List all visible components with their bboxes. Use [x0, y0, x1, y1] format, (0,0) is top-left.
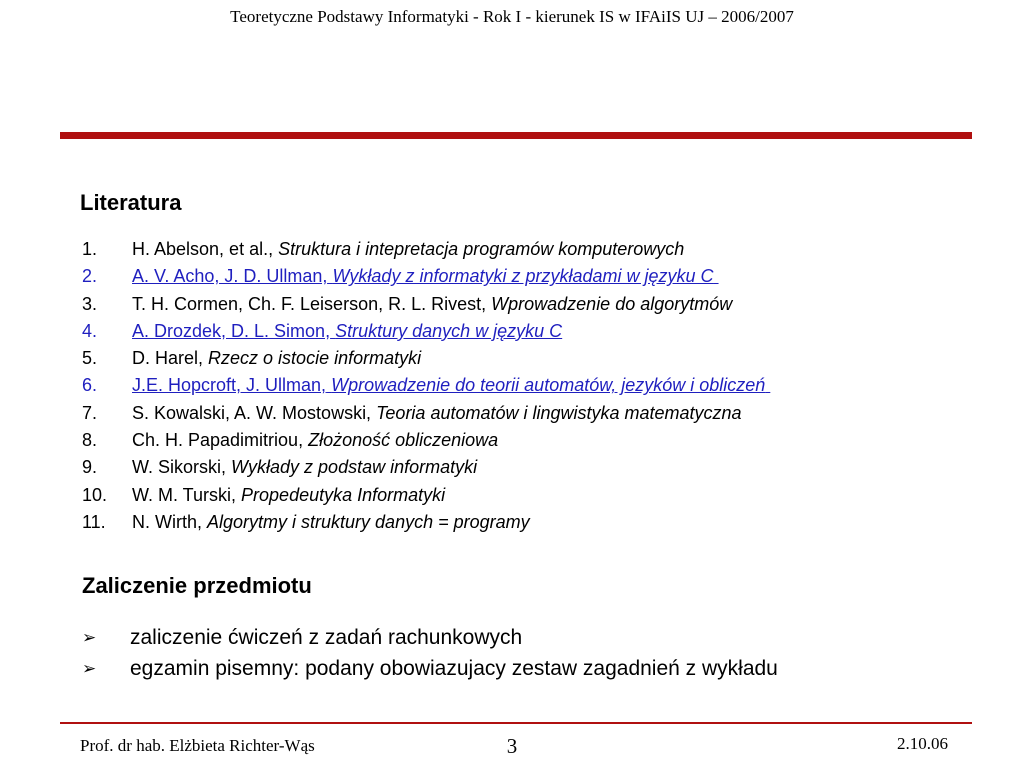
reference-item — [82, 427, 982, 454]
reference-number: 9. — [82, 457, 98, 478]
reference-number: 2. — [82, 266, 98, 287]
arrow-bullet-icon: ➢ — [82, 628, 97, 647]
reference-body — [132, 509, 530, 536]
reference-item[interactable] — [82, 372, 982, 399]
page-number: 3 — [506, 734, 518, 758]
reference-number: 1. — [82, 239, 98, 259]
reference-title: Propedeutyka Informatyki — [241, 484, 446, 505]
reference-number: 3. — [82, 293, 98, 314]
reference-item — [82, 400, 982, 427]
reference-number: 10. — [82, 484, 108, 505]
passing-requirements-list — [82, 622, 982, 684]
reference-number: 6. — [82, 375, 98, 396]
reference-authors: W. M. Turski, — [132, 484, 237, 505]
reference-authors: Ch. H. Papadimitriou, — [132, 430, 304, 451]
reference-authors: W. Sikorski, — [132, 457, 227, 478]
reference-title: Złożoność obliczeniowa — [308, 430, 499, 451]
reference-link[interactable] — [132, 318, 562, 345]
reference-title[interactable]: Wprowadzenie do teorii automatów, jezyków i obliczeń — [331, 375, 766, 396]
reference-link[interactable] — [132, 263, 719, 290]
top-divider — [60, 132, 972, 139]
reference-title: Wykłady z podstaw informatyki — [231, 457, 478, 478]
reference-authors[interactable]: A. V. Acho, J. D. Ullman, — [132, 266, 328, 287]
reference-body — [132, 482, 445, 509]
reference-title: Algorytmy i struktury danych = programy — [207, 511, 530, 532]
reference-body — [132, 454, 477, 481]
course-passing-heading: Zaliczenie przedmiotu — [82, 573, 312, 598]
list-item — [82, 622, 982, 653]
reference-item — [82, 454, 982, 481]
reference-title: Wprowadzenie do algorytmów — [491, 293, 733, 314]
reference-number: 8. — [82, 430, 98, 451]
bottom-divider — [60, 722, 972, 724]
reference-authors: S. Kowalski, A. W. Mostowski, — [132, 402, 372, 423]
literature-heading: Literatura — [80, 190, 182, 215]
slide-header-title: Teoretyczne Podstawy Informatyki - Rok I - kierunek IS w IFAiIS UJ – 2006/2007 — [230, 7, 794, 26]
reference-authors: T. H. Cormen, Ch. F. Leiserson, R. L. Rivest, — [132, 293, 487, 314]
reference-number: 5. — [82, 348, 98, 369]
reference-list — [82, 236, 982, 536]
reference-body — [132, 345, 421, 372]
reference-link[interactable] — [132, 372, 770, 399]
reference-item[interactable] — [82, 263, 982, 290]
reference-authors[interactable]: J.E. Hopcroft, J. Ullman, — [132, 375, 327, 396]
reference-authors: N. Wirth, — [132, 511, 202, 532]
reference-title: Rzecz o istocie informatyki — [208, 348, 422, 369]
list-item-text: zaliczenie ćwiczeń z zadań rachunkowych — [130, 626, 523, 649]
reference-item — [82, 509, 982, 536]
reference-item[interactable] — [82, 318, 982, 345]
reference-number: 4. — [82, 320, 98, 341]
reference-item — [82, 236, 982, 263]
reference-item — [82, 345, 982, 372]
reference-authors: D. Harel, — [132, 348, 204, 369]
list-item-text: egzamin pisemny: podany obowiazujacy zestaw zagadnień z wykładu — [130, 657, 778, 680]
reference-item — [82, 482, 982, 509]
reference-body — [132, 236, 684, 263]
reference-title[interactable]: Struktury danych w języku C — [335, 320, 563, 341]
reference-title: Struktura i intepretacja programów komputerowych — [278, 239, 685, 259]
reference-authors[interactable]: A. Drozdek, D. L. Simon, — [132, 320, 331, 341]
list-item — [82, 653, 982, 684]
reference-authors: H. Abelson, et al., — [132, 239, 274, 259]
reference-number: 7. — [82, 402, 98, 423]
reference-title: Teoria automatów i lingwistyka matematyczna — [376, 402, 742, 423]
reference-title[interactable]: Wykłady z informatyki z przykładami w języku C — [332, 266, 714, 287]
reference-item — [82, 291, 982, 318]
reference-body — [132, 427, 498, 454]
reference-body — [132, 400, 742, 427]
footer-date: 2.10.06 — [897, 734, 948, 753]
reference-body — [132, 291, 732, 318]
reference-number: 11. — [82, 511, 106, 532]
footer-author: Prof. dr hab. Elżbieta Richter-Wąs — [80, 736, 315, 755]
arrow-bullet-icon: ➢ — [82, 659, 97, 678]
